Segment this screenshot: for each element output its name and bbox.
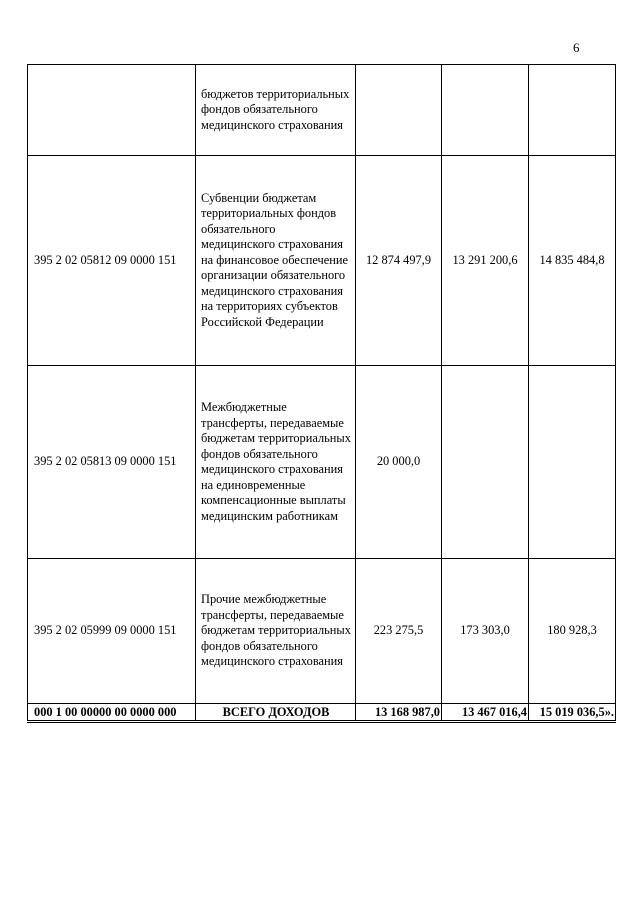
revenue-name-cell: Субвенции бюджетам территориальных фондов обязательного медицинского страхования на финансовое обеспечение организации обязательного медицинского страхования на территориях субъектов Российской Федерации [196,156,356,366]
table-row [28,366,616,559]
budget-code-cell: 395 2 02 05813 09 0000 151 [28,366,196,559]
amount-year1-cell [356,65,442,156]
page-number: 6 [573,40,580,55]
revenue-name-cell: Межбюджетные трансферты, передаваемые бюджетам территориальных фондов обязательного медицинского страхования на единовременные компенсационные выплаты медицинским работникам [196,366,356,559]
table-row [28,65,616,156]
total-code-cell: 000 1 00 00000 00 0000 000 [28,704,196,722]
total-year3-cell: 15 019 036,5». [529,704,616,722]
amount-year3-cell: 14 835 484,8 [529,156,616,366]
amount-year1-cell: 12 874 497,9 [356,156,442,366]
budget-code-cell [28,65,196,156]
amount-year2-cell: 173 303,0 [442,559,529,704]
amount-year2-cell [442,366,529,559]
total-year2-cell: 13 467 016,4 [442,704,529,722]
amount-year3-cell [529,65,616,156]
amount-year2-cell: 13 291 200,6 [442,156,529,366]
amount-year2-cell [442,65,529,156]
total-year1-cell: 13 168 987,0 [356,704,442,722]
table-row [28,156,616,366]
amount-year3-cell: 180 928,3 [529,559,616,704]
revenue-name-cell: Прочие межбюджетные трансферты, передаваемые бюджетам территориальных фондов обязательного медицинского страхования [196,559,356,704]
budget-code-cell: 395 2 02 05999 09 0000 151 [28,559,196,704]
revenue-table [27,64,616,723]
amount-year1-cell: 20 000,0 [356,366,442,559]
amount-year1-cell: 223 275,5 [356,559,442,704]
table-row [28,559,616,704]
total-label-cell: ВСЕГО ДОХОДОВ [196,704,356,722]
revenue-name-cell: бюджетов территориальных фондов обязательного медицинского страхования [196,65,356,156]
amount-year3-cell [529,366,616,559]
budget-code-cell: 395 2 02 05812 09 0000 151 [28,156,196,366]
total-row [28,704,616,722]
